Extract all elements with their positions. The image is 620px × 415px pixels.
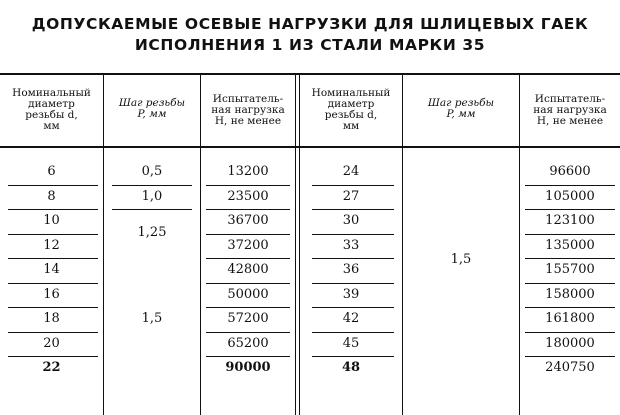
load-cell: 105000: [545, 188, 595, 204]
pitch-cell: 0,5: [141, 164, 163, 179]
load-cell: 96600: [549, 164, 591, 179]
pitch-underline: [112, 209, 192, 210]
load-cell: 50000: [227, 286, 269, 302]
load-cell: 23500: [227, 188, 269, 204]
title-line-2: ИСПОЛНЕНИЯ 1 ИЗ СТАЛИ МАРКИ 35: [134, 36, 486, 54]
diameter-cell: 12: [43, 237, 60, 253]
diameter-cell: 22: [42, 360, 61, 375]
diameter-cell: 8: [47, 188, 56, 204]
diameter-cell: 24: [342, 164, 360, 179]
diameter-cell: 20: [43, 335, 60, 351]
load-cell: 65200: [227, 335, 269, 351]
pitch-cell: 1,5: [141, 311, 163, 326]
diameter-cell: 33: [342, 237, 360, 253]
diameter-cell: 42: [342, 311, 360, 326]
table-top-rule: [0, 73, 620, 75]
diameter-cell: 6: [47, 164, 56, 179]
load-cell: 37200: [227, 237, 269, 253]
load-cell: 57200: [227, 311, 269, 326]
pitch-cell: 1,0: [141, 188, 163, 204]
load-cell: 135000: [545, 237, 595, 253]
pitch-cell: 1,5: [450, 252, 472, 267]
diameter-cell: 27: [342, 188, 360, 204]
load-cell: 158000: [545, 286, 595, 302]
load-cell: 155700: [545, 262, 595, 277]
pitch-underline: [112, 185, 192, 186]
diameter-cell: 30: [342, 213, 360, 228]
diameter-cell: 39: [342, 286, 360, 302]
load-cell: 240750: [545, 360, 595, 375]
center-double-rule-a: [295, 74, 296, 415]
diameter-cell: 36: [342, 262, 360, 277]
diameter-cell: 45: [342, 335, 360, 351]
diameter-cell: 18: [43, 311, 60, 326]
diameter-cell: 14: [43, 262, 60, 277]
header-pitch-right: Шаг резьбы P, мм: [427, 97, 495, 120]
table-title: [0, 14, 620, 56]
load-cell: 13200: [227, 164, 269, 179]
load-cell: 123100: [545, 213, 595, 228]
load-cell: 180000: [545, 335, 595, 351]
load-cell: 161800: [545, 311, 595, 326]
header-load-left: Испытатель- ная нагрузка H, не менее: [211, 93, 285, 127]
header-diameter-left: Номинальный диаметр резьбы d, мм: [12, 87, 91, 132]
load-cell: 90000: [225, 360, 271, 375]
title-line-1: ДОПУСКАЕМЫЕ ОСЕВЫЕ НАГРУЗКИ ДЛЯ ШЛИЦЕВЫХ ГАЕК: [31, 15, 589, 33]
load-cell: 42800: [227, 262, 269, 277]
diameter-cell: 48: [341, 360, 361, 375]
header-load-right: Испытатель- ная нагрузка H, не менее: [533, 93, 607, 127]
header-pitch-left: Шаг резьбы P, мм: [118, 97, 186, 120]
pitch-cell: 1,25: [137, 225, 167, 241]
diameter-cell: 10: [43, 213, 60, 228]
diameter-cell: 16: [43, 286, 60, 302]
header-diameter-right: Номинальный диаметр резьбы d, мм: [311, 87, 391, 132]
load-cell: 36700: [227, 213, 269, 228]
